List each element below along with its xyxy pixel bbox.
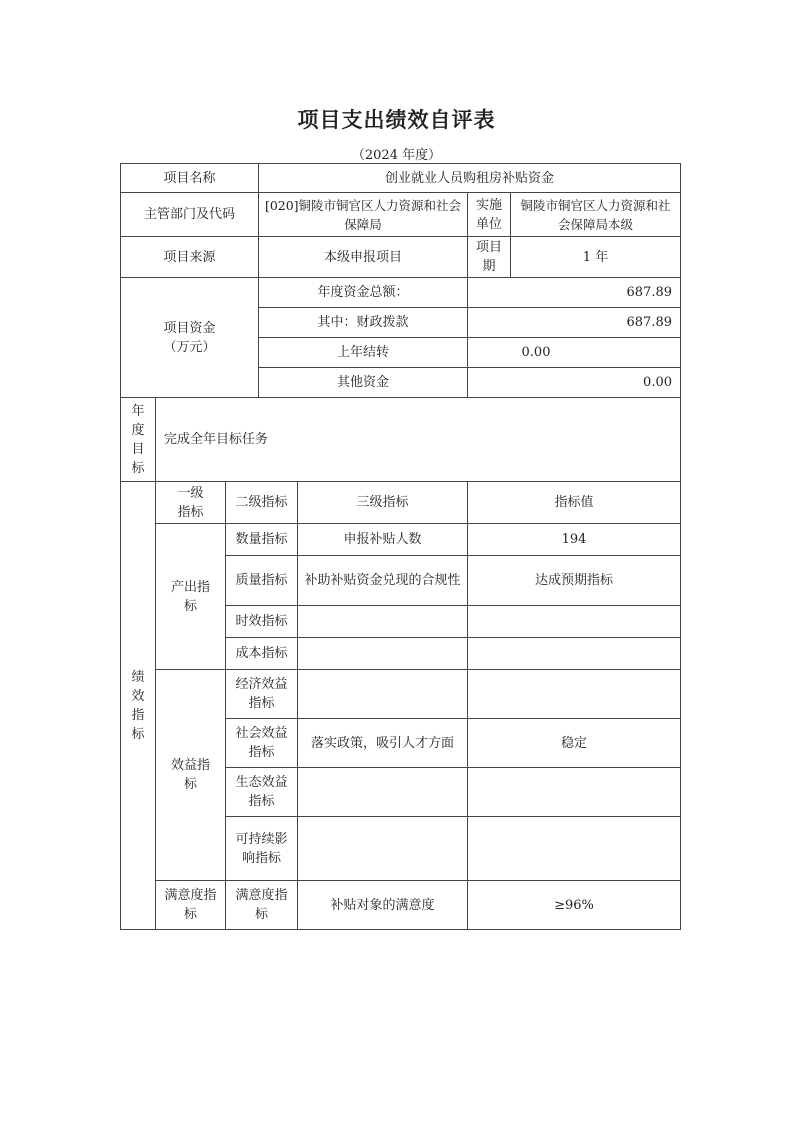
value-header: 指标值 [554, 495, 594, 510]
source-value: 本级申报项目 [323, 249, 402, 265]
performance-label: 绩效指标 [131, 669, 145, 742]
quantity-indicator-label: 数量指标 [235, 532, 288, 547]
carryover-label: 上年结转 [336, 345, 389, 360]
satisfaction-indicator-name: 补贴对象的满意度 [330, 897, 435, 913]
project-name-label: 项目名称 [163, 170, 216, 186]
other-funds-label: 其他资金 [336, 375, 389, 390]
satisfaction-indicator-value: ≥96% [554, 897, 594, 913]
level2-header: 二级指标 [235, 495, 288, 510]
other-funds-value: 0.00 [643, 375, 672, 390]
social-indicator-value: 稳定 [560, 735, 587, 751]
satisfaction-subindicator-label: 满意度指标 [235, 888, 288, 922]
fiscal-value: 687.89 [626, 315, 672, 330]
annual-total-label: 年度资金总额： [317, 285, 409, 300]
table-border-right [680, 163, 681, 930]
level3-header: 三级指标 [356, 495, 409, 510]
quality-indicator-label: 质量指标 [235, 573, 288, 588]
annual-total-value: 687.89 [626, 285, 672, 300]
source-label: 项目来源 [163, 249, 216, 265]
period-value: 1 年 [582, 249, 609, 265]
page-title: 项目支出绩效自评表 [297, 108, 496, 132]
social-indicator-name: 落实政策，吸引人才方面 [310, 735, 454, 751]
economic-indicator-label: 经济效益指标 [235, 677, 288, 711]
impl-unit-value: 铜陵市铜官区人力资源和社会保障局本级 [520, 197, 671, 232]
quality-indicator-value: 达成预期指标 [534, 573, 613, 588]
table-border-bottom [120, 929, 681, 930]
satisfaction-indicator-label: 满意度指标 [164, 888, 217, 922]
dept-value: [020]铜陵市铜官区人力资源和社会保障局 [264, 197, 462, 232]
annual-goal-value: 完成全年目标任务 [164, 432, 269, 447]
social-indicator-label: 社会效益指标 [235, 726, 288, 760]
sustainable-indicator-label: 可持续影响指标 [235, 831, 288, 866]
timeliness-indicator-label: 时效指标 [235, 614, 288, 629]
level1-header: 一级指标 [177, 485, 204, 520]
ecological-indicator-label: 生态效益指标 [235, 775, 288, 809]
impl-unit-label: 实施单位 [475, 197, 502, 232]
carryover-value: 0.00 [521, 345, 551, 360]
quantity-indicator-name: 申报补贴人数 [343, 532, 422, 547]
period-label: 项目期 [475, 240, 502, 274]
fiscal-label: 其中：财政拨款 [317, 315, 409, 330]
output-indicator-label: 产出指标 [170, 579, 210, 614]
cost-indicator-label: 成本指标 [235, 646, 288, 661]
project-name-value: 创业就业人员购租房补贴资金 [384, 170, 554, 186]
annual-goal-label: 年度目标 [131, 403, 145, 476]
year-subtitle: （2024 年度） [351, 148, 442, 163]
quality-indicator-name: 补助补贴资金兑现的合规性 [304, 573, 461, 588]
benefit-indicator-label: 效益指标 [170, 758, 210, 792]
quantity-indicator-value: 194 [561, 532, 587, 547]
funds-label: 项目资金（万元） [163, 320, 216, 355]
dept-label: 主管部门及代码 [143, 207, 235, 222]
